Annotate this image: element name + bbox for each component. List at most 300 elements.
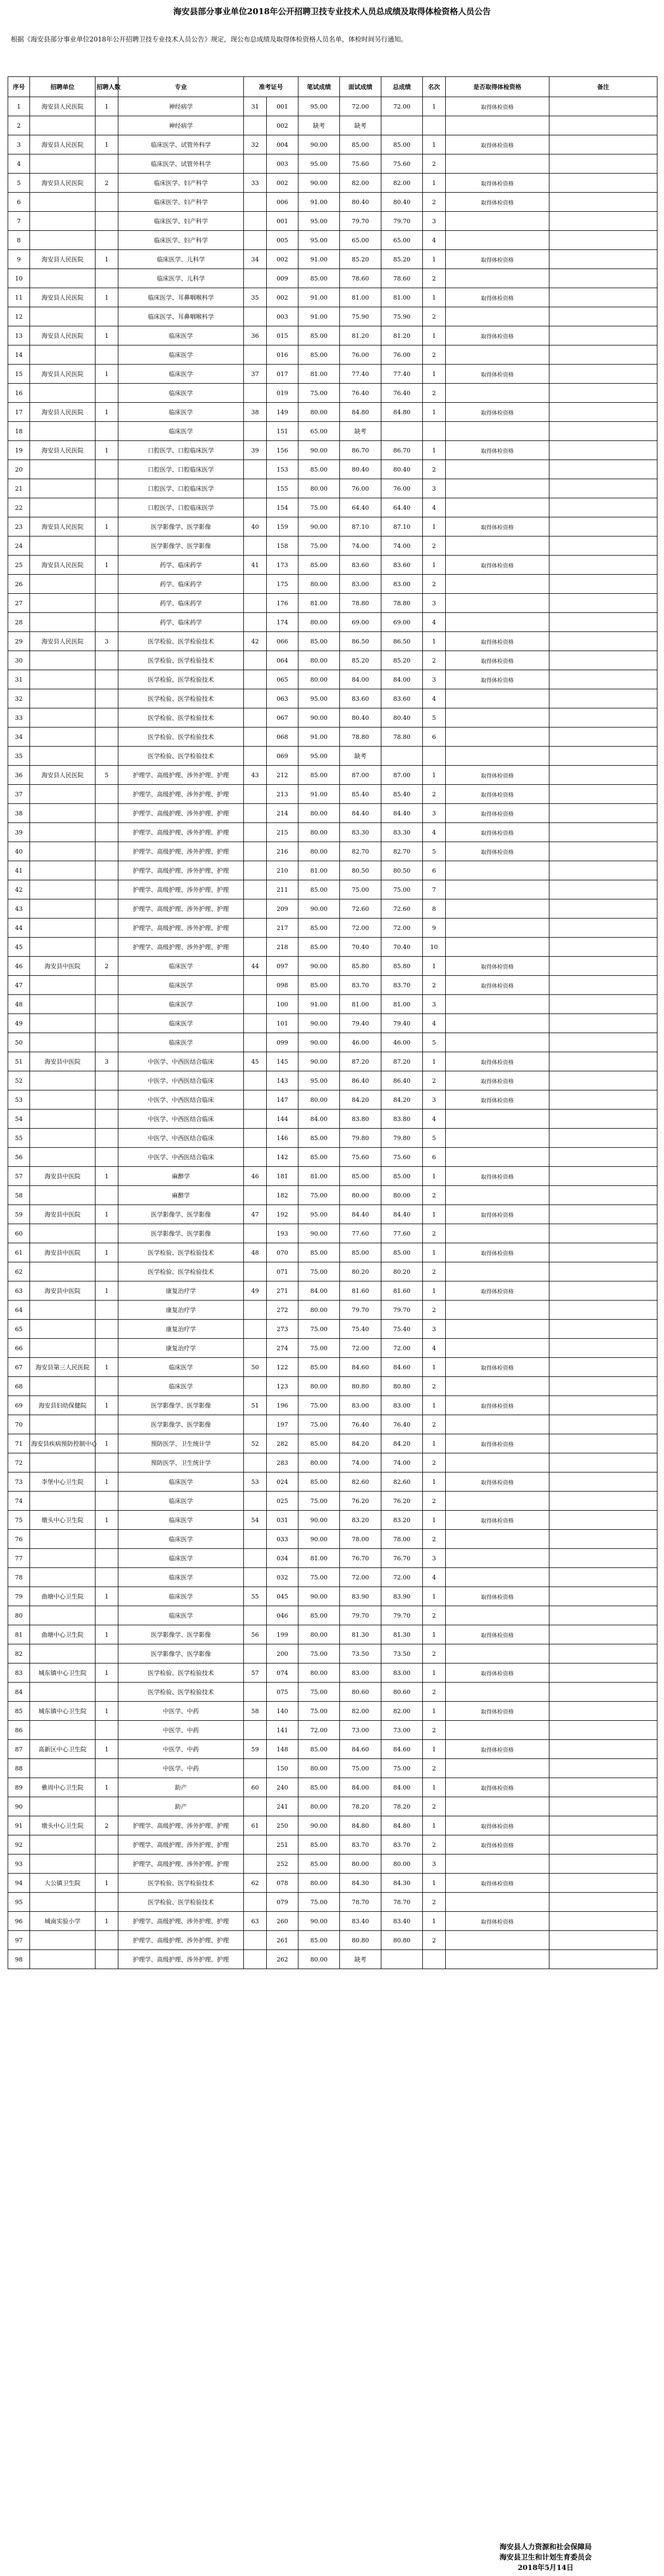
row-remarks [549,1511,657,1530]
row-total-score: 87.00 [381,766,423,785]
row-post-code [244,116,267,135]
row-major: 医学检验、医学检验技术 [118,632,244,651]
row-employer: 曲塘中心卫生院 [30,1587,95,1606]
row-total-score: 82.70 [381,842,423,861]
row-major: 医学检验、医学检验技术 [118,1262,244,1281]
row-index: 6 [8,193,30,212]
row-remarks [549,861,657,880]
table-row [8,747,657,766]
row-exam-id: 154 [267,498,298,517]
row-employer: 海安县妇幼保健院 [30,1396,95,1415]
row-employer [30,1606,95,1625]
row-employer [30,1262,95,1281]
row-eligibility [446,1855,549,1874]
row-interview-score: 86.50 [340,632,381,651]
row-rank: 6 [423,728,446,747]
row-total-score [381,747,423,766]
row-quota: 5 [95,766,118,785]
row-rank [423,747,446,766]
row-interview-score: 80.60 [340,1683,381,1702]
row-interview-score: 76.40 [340,1415,381,1434]
row-index: 87 [8,1740,30,1759]
row-interview-score: 84.80 [340,1816,381,1835]
row-exam-id: 034 [267,1549,298,1568]
row-quota: 1 [95,1778,118,1797]
row-rank: 1 [423,174,446,193]
row-total-score: 86.50 [381,632,423,651]
row-quota [95,422,118,441]
row-post-code [244,460,267,479]
row-employer [30,1721,95,1740]
row-interview-score: 85.20 [340,250,381,269]
row-written-score: 90.00 [298,174,340,193]
row-eligibility: 取得体检资格 [446,1663,549,1683]
table-row [8,384,657,403]
row-post-code [244,1530,267,1549]
row-quota: 3 [95,632,118,651]
row-interview-score: 85.00 [340,1167,381,1186]
row-eligibility [446,1262,549,1281]
row-employer: 海安县人民医院 [30,441,95,460]
row-major: 康复治疗学 [118,1339,244,1358]
row-rank: 7 [423,880,446,899]
row-exam-id: 031 [267,1511,298,1530]
row-total-score: 84.30 [381,1874,423,1893]
table-row [8,651,657,670]
table-row [8,1281,657,1301]
table-row [8,842,657,861]
row-quota: 1 [95,365,118,384]
row-employer [30,670,95,689]
row-quota [95,1071,118,1090]
row-index: 8 [8,231,30,250]
row-eligibility [446,1415,549,1434]
row-eligibility [446,1186,549,1205]
row-major: 临床医学、儿科学 [118,269,244,288]
table-row [8,1224,657,1243]
row-total-score: 79.40 [381,1014,423,1033]
row-total-score: 73.50 [381,1644,423,1663]
row-post-code: 55 [244,1587,267,1606]
row-quota: 1 [95,1243,118,1262]
row-remarks [549,307,657,326]
row-quota: 1 [95,1281,118,1301]
row-exam-id: 215 [267,823,298,842]
row-major: 临床医学 [118,1530,244,1549]
row-written-score: 85.00 [298,1740,340,1759]
row-exam-id: 015 [267,326,298,345]
row-quota [95,594,118,613]
row-index: 18 [8,422,30,441]
row-remarks [549,556,657,575]
row-post-code: 35 [244,288,267,307]
row-eligibility [446,154,549,174]
table-row [8,154,657,174]
row-index: 70 [8,1415,30,1434]
row-remarks [549,1090,657,1110]
row-written-score: 91.00 [298,307,340,326]
table-row [8,1950,657,1969]
row-eligibility [446,307,549,326]
row-interview-score: 83.60 [340,556,381,575]
row-index: 15 [8,365,30,384]
row-total-score: 83.00 [381,575,423,594]
row-written-score: 95.00 [298,97,340,116]
row-major: 医学影像学、医学影像 [118,517,244,536]
row-exam-id: 241 [267,1797,298,1816]
row-major: 护理学、高级护理、涉外护理、护理 [118,1816,244,1835]
row-post-code: 37 [244,365,267,384]
row-post-code [244,594,267,613]
row-rank: 2 [423,1262,446,1281]
row-employer: 墩头中心卫生院 [30,1511,95,1530]
row-quota [95,785,118,804]
row-rank: 3 [423,995,446,1014]
row-index: 92 [8,1835,30,1855]
row-remarks [549,536,657,556]
row-rank: 1 [423,556,446,575]
row-interview-score: 76.20 [340,1492,381,1511]
row-post-code [244,1931,267,1950]
row-total-score: 83.60 [381,556,423,575]
row-post-code: 34 [244,250,267,269]
row-employer [30,613,95,632]
row-total-score: 83.00 [381,1396,423,1415]
row-index: 7 [8,212,30,231]
row-exam-id: 019 [267,384,298,403]
row-rank: 2 [423,1893,446,1912]
row-index: 21 [8,479,30,498]
row-total-score: 80.20 [381,1262,423,1281]
row-written-score: 85.00 [298,632,340,651]
table-row [8,479,657,498]
row-index: 10 [8,269,30,288]
row-written-score: 95.00 [298,1071,340,1090]
row-index: 39 [8,823,30,842]
row-written-score: 80.00 [298,613,340,632]
row-remarks [549,441,657,460]
row-remarks [549,1683,657,1702]
row-eligibility [446,1492,549,1511]
row-interview-score: 79.40 [340,1014,381,1033]
row-post-code: 39 [244,441,267,460]
row-remarks [549,326,657,345]
row-major: 麻醉学 [118,1186,244,1205]
row-total-score: 84.60 [381,1740,423,1759]
row-major: 护理学、高级护理、涉外护理、护理 [118,1912,244,1931]
row-quota: 1 [95,1511,118,1530]
row-index: 68 [8,1377,30,1396]
row-total-score: 74.00 [381,1453,423,1472]
row-remarks [549,785,657,804]
row-employer [30,1492,95,1511]
row-exam-id: 153 [267,460,298,479]
row-written-score: 75.00 [298,1644,340,1663]
row-major: 护理学、高级护理、涉外护理、护理 [118,766,244,785]
row-index: 23 [8,517,30,536]
table-row [8,441,657,460]
row-remarks [549,1262,657,1281]
row-remarks [549,422,657,441]
row-exam-id: 032 [267,1568,298,1587]
row-interview-score: 79.80 [340,1129,381,1148]
row-interview-score: 75.90 [340,307,381,326]
row-remarks [549,575,657,594]
row-rank: 2 [423,1606,446,1625]
row-quota [95,536,118,556]
row-interview-score: 80.00 [340,1855,381,1874]
row-major: 护理学、高级护理、涉外护理、护理 [118,823,244,842]
row-written-score: 75.00 [298,1186,340,1205]
row-exam-id: 151 [267,422,298,441]
row-index: 11 [8,288,30,307]
table-row [8,422,657,441]
row-employer [30,899,95,919]
row-post-code [244,823,267,842]
row-interview-score: 86.70 [340,441,381,460]
row-exam-id: 003 [267,154,298,174]
table-row [8,116,657,135]
row-quota: 1 [95,1912,118,1931]
row-major: 护理学、高级护理、涉外护理、护理 [118,1950,244,1969]
row-post-code [244,1339,267,1358]
row-exam-id: 209 [267,899,298,919]
row-remarks [549,1874,657,1893]
row-written-score: 90.00 [298,1816,340,1835]
row-exam-id: 002 [267,116,298,135]
row-interview-score: 81.20 [340,326,381,345]
row-interview-score: 83.00 [340,575,381,594]
row-rank: 1 [423,1052,446,1071]
row-index: 36 [8,766,30,785]
row-index: 30 [8,651,30,670]
row-employer [30,1893,95,1912]
row-total-score: 85.80 [381,957,423,976]
row-employer [30,804,95,823]
row-post-code [244,1071,267,1090]
row-written-score: 80.00 [298,1759,340,1778]
row-exam-id: 283 [267,1453,298,1472]
row-exam-id: 025 [267,1492,298,1511]
row-quota [95,938,118,957]
row-index: 75 [8,1511,30,1530]
row-interview-score: 78.20 [340,1797,381,1816]
row-major: 医学检验、医学检验技术 [118,708,244,728]
table-row [8,1339,657,1358]
row-employer: 海安县人民医院 [30,135,95,154]
row-post-code: 56 [244,1625,267,1644]
row-major: 护理学、高级护理、涉外护理、护理 [118,804,244,823]
row-index: 37 [8,785,30,804]
row-total-score: 65.00 [381,231,423,250]
row-rank: 6 [423,861,446,880]
row-eligibility: 取得体检资格 [446,1835,549,1855]
row-exam-id: 069 [267,747,298,766]
row-post-code: 41 [244,556,267,575]
row-index: 38 [8,804,30,823]
row-exam-id: 075 [267,1683,298,1702]
row-post-code [244,1683,267,1702]
row-interview-score: 78.60 [340,269,381,288]
row-total-score: 75.00 [381,880,423,899]
row-written-score: 95.00 [298,689,340,708]
row-total-score: 81.00 [381,288,423,307]
row-rank: 2 [423,460,446,479]
row-post-code [244,212,267,231]
row-post-code [244,422,267,441]
row-interview-score: 缺考 [340,1950,381,1969]
row-quota: 2 [95,174,118,193]
row-exam-id: 142 [267,1148,298,1167]
row-rank: 3 [423,670,446,689]
row-written-score: 75.00 [298,1320,340,1339]
row-index: 72 [8,1453,30,1472]
row-rank: 2 [423,1835,446,1855]
row-post-code [244,919,267,938]
row-index: 95 [8,1893,30,1912]
row-written-score: 75.00 [298,1568,340,1587]
row-exam-id: 174 [267,613,298,632]
row-interview-score: 78.70 [340,1893,381,1912]
row-written-score: 75.00 [298,1893,340,1912]
row-remarks [549,823,657,842]
row-employer [30,880,95,899]
row-exam-id: 045 [267,1587,298,1606]
row-rank: 1 [423,135,446,154]
table-row [8,1721,657,1740]
row-written-score: 81.00 [298,1549,340,1568]
row-quota [95,651,118,670]
row-eligibility [446,1893,549,1912]
row-employer: 大公镇卫生院 [30,1874,95,1893]
row-post-code [244,899,267,919]
row-post-code [244,1033,267,1052]
row-eligibility [446,1148,549,1167]
row-total-score: 75.00 [381,1759,423,1778]
row-interview-score: 74.00 [340,1453,381,1472]
row-rank: 5 [423,708,446,728]
row-exam-id: 046 [267,1606,298,1625]
row-post-code [244,1014,267,1033]
row-quota: 1 [95,97,118,116]
row-eligibility [446,479,549,498]
row-interview-score: 87.10 [340,517,381,536]
table-row [8,613,657,632]
row-post-code: 32 [244,135,267,154]
row-index: 9 [8,250,30,269]
row-employer: 海安县疾病预防控制中心 [30,1434,95,1453]
row-major: 临床医学、妇产科学 [118,174,244,193]
row-index: 60 [8,1224,30,1243]
row-eligibility [446,1721,549,1740]
row-interview-score: 79.70 [340,1606,381,1625]
row-exam-id: 271 [267,1281,298,1301]
table-row [8,1740,657,1759]
row-employer: 海安县中医院 [30,957,95,976]
table-row [8,1549,657,1568]
row-eligibility: 取得体检资格 [446,1912,549,1931]
row-eligibility [446,1377,549,1396]
row-exam-id: 181 [267,1167,298,1186]
row-employer: 高新区中心卫生院 [30,1740,95,1759]
row-rank: 8 [423,899,446,919]
row-major: 临床医学 [118,1472,244,1492]
row-written-score: 91.00 [298,193,340,212]
row-exam-id: 145 [267,1052,298,1071]
row-total-score: 84.40 [381,804,423,823]
row-employer [30,1759,95,1778]
row-major: 临床医学 [118,403,244,422]
row-exam-id: 074 [267,1663,298,1683]
row-exam-id: 212 [267,766,298,785]
row-major: 临床医学 [118,1033,244,1052]
row-interview-score: 缺考 [340,116,381,135]
row-remarks [549,1071,657,1090]
row-remarks [549,1931,657,1950]
row-index: 84 [8,1683,30,1702]
row-rank: 2 [423,1721,446,1740]
row-remarks [549,708,657,728]
table-row [8,632,657,651]
row-major: 预防医学、卫生统计学 [118,1453,244,1472]
table-row [8,1606,657,1625]
table-row [8,1434,657,1453]
row-written-score: 90.00 [298,517,340,536]
row-rank: 4 [423,1014,446,1033]
row-total-score: 76.70 [381,1549,423,1568]
row-remarks [549,1797,657,1816]
row-major: 临床医学 [118,1568,244,1587]
row-interview-score: 72.00 [340,97,381,116]
row-total-score: 87.10 [381,517,423,536]
row-total-score: 78.80 [381,594,423,613]
row-major: 中医学、中西医结合临床 [118,1110,244,1129]
row-written-score: 80.00 [298,1950,340,1969]
row-rank: 4 [423,1568,446,1587]
row-quota [95,1110,118,1129]
row-post-code [244,1835,267,1855]
row-total-score: 79.80 [381,1129,423,1148]
row-eligibility: 取得体检资格 [446,957,549,976]
row-rank: 9 [423,919,446,938]
row-major: 口腔医学、口腔临床医学 [118,441,244,460]
table-row [8,307,657,326]
row-eligibility: 取得体检资格 [446,1205,549,1224]
row-quota [95,861,118,880]
row-rank: 2 [423,1492,446,1511]
row-post-code [244,536,267,556]
row-index: 47 [8,976,30,995]
row-written-score: 95.00 [298,747,340,766]
row-interview-score: 83.00 [340,1663,381,1683]
table-row [8,804,657,823]
row-eligibility: 取得体检资格 [446,766,549,785]
row-interview-score: 83.00 [340,1396,381,1415]
row-major: 神经病学 [118,97,244,116]
table-row [8,1052,657,1071]
table-row [8,1320,657,1339]
row-total-score: 80.00 [381,1186,423,1205]
row-total-score: 82.00 [381,1702,423,1721]
row-eligibility [446,938,549,957]
row-employer: 城东镇中心卫生院 [30,1663,95,1683]
row-rank: 1 [423,1740,446,1759]
row-exam-id: 199 [267,1625,298,1644]
table-row [8,556,657,575]
row-eligibility: 取得体检资格 [446,193,549,212]
row-major: 临床医学、试管外科学 [118,135,244,154]
row-rank: 3 [423,1320,446,1339]
